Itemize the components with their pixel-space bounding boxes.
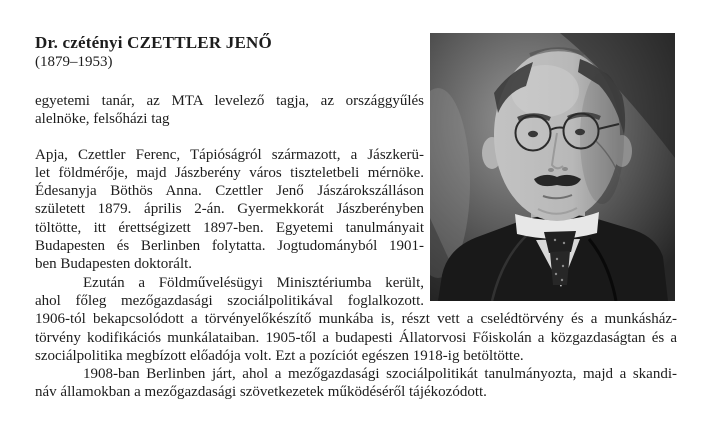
- tie: [550, 251, 570, 285]
- entry-subtitle: [35, 92, 424, 129]
- text-line: szociálpolitika megbízott előadója volt. Ezt a pozíciót egészen 1918-ig betöltötte.: [35, 347, 524, 364]
- text-line: töltötte, itt érettségizett 1897-ben. Egyetemi tanulmányait: [35, 219, 424, 236]
- tie-knot: [544, 231, 576, 253]
- text-line: Édesanyja Böthös Anna. Czettler Jenő Jászárokszálláson: [35, 183, 424, 200]
- portrait-illustration: [430, 33, 675, 301]
- entry-years: (1879–1953): [35, 54, 113, 70]
- subtitle-line: alelnöke, felsőházi tag: [35, 111, 170, 128]
- text-line: 1906-tól bekapcsolódott a törvényelőkészítő munkába is, részt vett a cselédtörvény és a munkásház-: [35, 311, 677, 328]
- text-line: Budapesten és Berlinben folytatta. Jogtudományból 1901-: [35, 238, 424, 255]
- text-line: ahol főleg mezőgazdasági szociálpolitikával foglalkozott.: [35, 292, 424, 309]
- paragraphs-beside-photo: [35, 146, 424, 311]
- text-line: 1908-ban Berlinben járt, ahol a mezőgazdasági szociálpolitikát tanulmányozta, majd a skandi-: [83, 366, 677, 383]
- text-line: Apja, Czettler Ferenc, Tápióságról származott, a Jászkerü-: [35, 146, 424, 163]
- portrait-photo: [430, 33, 675, 301]
- text-line: ben Budapesten doktorált.: [35, 256, 193, 273]
- text-line: náv államokban a mezőgazdasági szövetkezetek működéséről tájékozódott.: [35, 384, 487, 401]
- paragraphs-full-width: [35, 310, 677, 401]
- text-line: let földmérője, majd Jászberény város tiszteletbeli mérnöke.: [35, 164, 424, 181]
- text-line: Ezután a Földművelésügyi Minisztériumba került,: [83, 274, 424, 291]
- subtitle-line: egyetemi tanár, az MTA levelező tagja, az országgyűlés: [35, 93, 424, 109]
- text-line: született 1879. április 2-án. Gyermekkorát Jászberényben: [35, 201, 424, 218]
- entry-title: Dr. czétényi CZETTLER JENŐ: [35, 33, 272, 52]
- text-line: törvény kodifikációs munkálataiban. 1905-től a budapesti Állatorvosi Főiskolán a közgazdaságtan és a: [35, 329, 677, 346]
